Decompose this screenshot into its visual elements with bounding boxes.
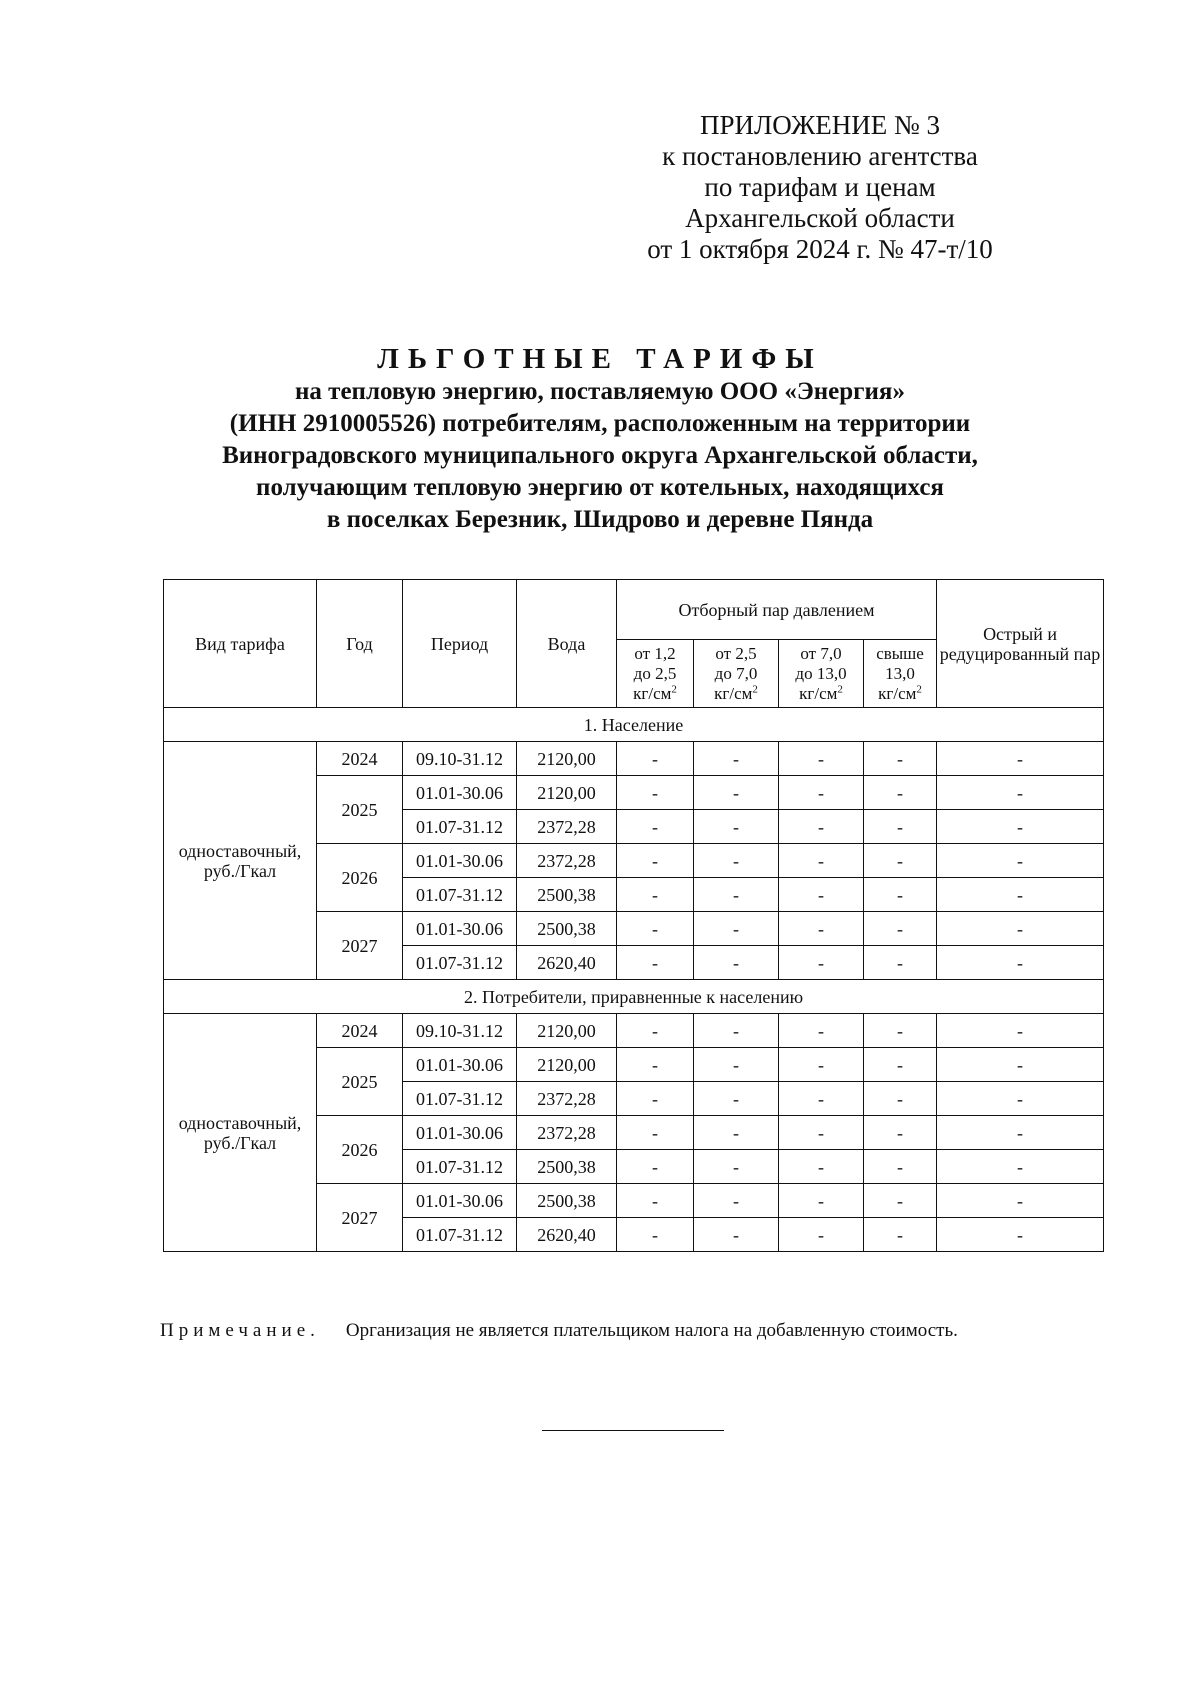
water-cell: 2372,28 <box>517 1082 617 1116</box>
water-cell: 2620,40 <box>517 946 617 980</box>
sharp-cell: - <box>937 878 1104 912</box>
period-cell: 01.01-30.06 <box>403 1116 517 1150</box>
appendix-line: по тарифам и ценам <box>704 172 936 202</box>
note <box>160 1320 1120 1342</box>
p3-cell: - <box>779 946 864 980</box>
p2-cell: - <box>694 1116 779 1150</box>
header-tariff-type: Вид тарифа <box>164 580 317 708</box>
water-cell: 2500,38 <box>517 1184 617 1218</box>
water-cell: 2120,00 <box>517 776 617 810</box>
note-label: Примечание. <box>160 1320 320 1341</box>
tariff-table-body <box>164 708 1104 1252</box>
header-pressure-4: свыше 13,0 $кг/см^2$ <box>864 640 937 708</box>
period-cell: 01.07-31.12 <box>403 1218 517 1252</box>
p1-cell: - <box>617 1150 694 1184</box>
period-cell: 01.01-30.06 <box>403 1184 517 1218</box>
period-cell: 01.07-31.12 <box>403 1150 517 1184</box>
sharp-cell: - <box>937 1184 1104 1218</box>
header-sharp-steam: Острый и редуцированный пар <box>937 580 1104 708</box>
p4-cell: - <box>864 742 937 776</box>
p2-cell: - <box>694 912 779 946</box>
p4-cell: - <box>864 1048 937 1082</box>
title-line: Виноградовского муниципального округа Архангельской области, <box>222 442 978 469</box>
p4-cell: - <box>864 1014 937 1048</box>
water-cell: 2372,28 <box>517 1116 617 1150</box>
p2-cell: - <box>694 844 779 878</box>
p2-cell: - <box>694 776 779 810</box>
p2-cell: - <box>694 1014 779 1048</box>
sharp-cell: - <box>937 1116 1104 1150</box>
tariff-table <box>163 579 1104 1252</box>
p1-cell: - <box>617 912 694 946</box>
water-cell: 2120,00 <box>517 1014 617 1048</box>
p3-cell: - <box>779 776 864 810</box>
period-cell: 09.10-31.12 <box>403 742 517 776</box>
p1-cell: - <box>617 1014 694 1048</box>
sharp-cell: - <box>937 1150 1104 1184</box>
water-cell: 2500,38 <box>517 878 617 912</box>
p2-cell: - <box>694 1218 779 1252</box>
header-pressure-3: от 7,0 до 13,0 $кг/см^2$ <box>779 640 864 708</box>
p3-cell: - <box>779 1082 864 1116</box>
p1-cell: - <box>617 1184 694 1218</box>
year-cell: 2027 <box>317 1184 403 1252</box>
section-title: 1. Население <box>164 708 1104 742</box>
tariff-type-cell: одноставочный, руб./Гкал <box>164 1014 317 1252</box>
p2-cell: - <box>694 878 779 912</box>
note-text: Организация не является плательщиком налога на добавленную стоимость. <box>345 1320 958 1341</box>
period-cell: 09.10-31.12 <box>403 1014 517 1048</box>
p4-cell: - <box>864 1150 937 1184</box>
water-cell: 2372,28 <box>517 810 617 844</box>
header-year: Год <box>317 580 403 708</box>
p4-cell: - <box>864 878 937 912</box>
header-pressure-1: от 1,2 до 2,5 $кг/см^2$ <box>617 640 694 708</box>
p4-cell: - <box>864 810 937 844</box>
appendix-number: ПРИЛОЖЕНИЕ № 3 <box>699 110 941 140</box>
p4-cell: - <box>864 1082 937 1116</box>
p1-cell: - <box>617 844 694 878</box>
p1-cell: - <box>617 776 694 810</box>
p2-cell: - <box>694 1082 779 1116</box>
sharp-cell: - <box>937 1048 1104 1082</box>
p3-cell: - <box>779 1048 864 1082</box>
title-main: ЛЬГОТНЫЕ ТАРИФЫ <box>377 343 823 375</box>
header-water: Вода <box>517 580 617 708</box>
table-row <box>164 1014 1104 1048</box>
sharp-cell: - <box>937 844 1104 878</box>
period-cell: 01.01-30.06 <box>403 912 517 946</box>
period-cell: 01.01-30.06 <box>403 844 517 878</box>
appendix-header <box>600 110 1040 265</box>
year-cell: 2026 <box>317 1116 403 1184</box>
header-pressure-2: от 2,5 до 7,0 $кг/см^2$ <box>694 640 779 708</box>
header-period: Период <box>403 580 517 708</box>
sharp-cell: - <box>937 946 1104 980</box>
sharp-cell: - <box>937 1218 1104 1252</box>
period-cell: 01.01-30.06 <box>403 1048 517 1082</box>
p4-cell: - <box>864 1184 937 1218</box>
sharp-cell: - <box>937 742 1104 776</box>
p1-cell: - <box>617 878 694 912</box>
year-cell: 2026 <box>317 844 403 912</box>
p4-cell: - <box>864 776 937 810</box>
section-header-row <box>164 708 1104 742</box>
p1-cell: - <box>617 946 694 980</box>
sharp-cell: - <box>937 1014 1104 1048</box>
title-line: на тепловую энергию, поставляемую ООО «Энергия» <box>295 378 905 405</box>
p1-cell: - <box>617 1218 694 1252</box>
p4-cell: - <box>864 844 937 878</box>
year-cell: 2025 <box>317 1048 403 1116</box>
title-line: (ИНН 2910005526) потребителям, расположенным на территории <box>229 410 971 437</box>
p3-cell: - <box>779 742 864 776</box>
year-cell: 2024 <box>317 742 403 776</box>
period-cell: 01.07-31.12 <box>403 810 517 844</box>
p3-cell: - <box>779 912 864 946</box>
water-cell: 2500,38 <box>517 1150 617 1184</box>
p1-cell: - <box>617 1082 694 1116</box>
water-cell: 2120,00 <box>517 742 617 776</box>
table-row <box>164 742 1104 776</box>
appendix-line: Архангельской области <box>685 203 955 233</box>
sharp-cell: - <box>937 1082 1104 1116</box>
p2-cell: - <box>694 1150 779 1184</box>
p2-cell: - <box>694 742 779 776</box>
year-cell: 2024 <box>317 1014 403 1048</box>
p2-cell: - <box>694 1048 779 1082</box>
p1-cell: - <box>617 1116 694 1150</box>
tariff-type-cell: одноставочный, руб./Гкал <box>164 742 317 980</box>
year-cell: 2025 <box>317 776 403 844</box>
p1-cell: - <box>617 1048 694 1082</box>
p3-cell: - <box>779 1218 864 1252</box>
p2-cell: - <box>694 1184 779 1218</box>
appendix-line: к постановлению агентства <box>662 141 978 171</box>
p3-cell: - <box>779 1116 864 1150</box>
title-line: получающим тепловую энергию от котельных, находящихся <box>256 474 944 501</box>
period-cell: 01.07-31.12 <box>403 946 517 980</box>
p4-cell: - <box>864 912 937 946</box>
signature-line <box>542 1430 724 1431</box>
p3-cell: - <box>779 1184 864 1218</box>
p1-cell: - <box>617 810 694 844</box>
p4-cell: - <box>864 1218 937 1252</box>
p4-cell: - <box>864 1116 937 1150</box>
title-line: в поселках Березник, Шидрово и деревне Пянда <box>326 506 874 533</box>
p2-cell: - <box>694 810 779 844</box>
sharp-cell: - <box>937 776 1104 810</box>
water-cell: 2372,28 <box>517 844 617 878</box>
document-title <box>160 342 1040 536</box>
p3-cell: - <box>779 844 864 878</box>
section-title: 2. Потребители, приравненные к населению <box>164 980 1104 1014</box>
p3-cell: - <box>779 810 864 844</box>
water-cell: 2620,40 <box>517 1218 617 1252</box>
p3-cell: - <box>779 1014 864 1048</box>
water-cell: 2120,00 <box>517 1048 617 1082</box>
header-steam-group: Отборный пар давлением <box>617 580 937 640</box>
p3-cell: - <box>779 1150 864 1184</box>
p2-cell: - <box>694 946 779 980</box>
period-cell: 01.07-31.12 <box>403 1082 517 1116</box>
appendix-date: от 1 октября 2024 г. № 47-т/10 <box>647 234 993 264</box>
p1-cell: - <box>617 742 694 776</box>
sharp-cell: - <box>937 810 1104 844</box>
year-cell: 2027 <box>317 912 403 980</box>
p3-cell: - <box>779 878 864 912</box>
period-cell: 01.01-30.06 <box>403 776 517 810</box>
period-cell: 01.07-31.12 <box>403 878 517 912</box>
p4-cell: - <box>864 946 937 980</box>
water-cell: 2500,38 <box>517 912 617 946</box>
sharp-cell: - <box>937 912 1104 946</box>
section-header-row <box>164 980 1104 1014</box>
